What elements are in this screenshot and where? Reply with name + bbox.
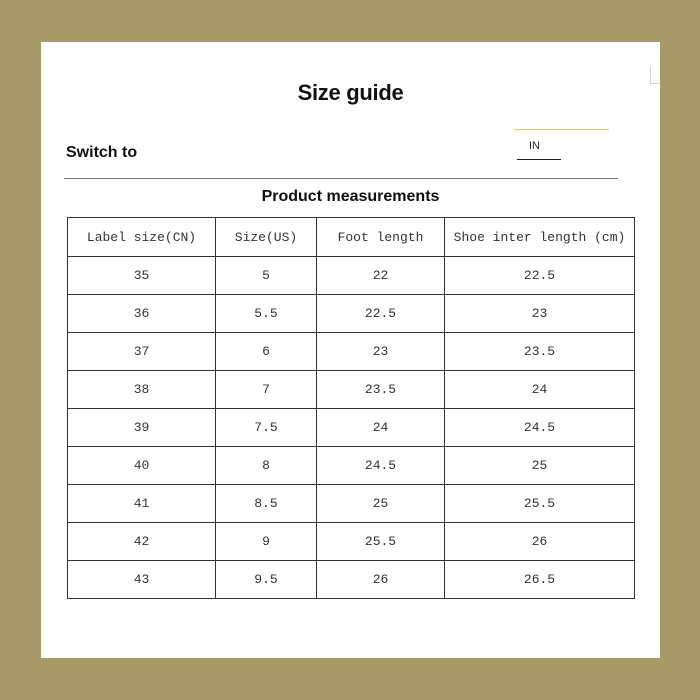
size-guide-panel [41, 42, 660, 658]
cell-shoe-inner-length: 24.5 [445, 409, 635, 447]
cell-label-size-cn: 37 [68, 333, 216, 371]
cell-shoe-inner-length: 25 [445, 447, 635, 485]
cell-size-us: 7 [216, 371, 317, 409]
table-row [68, 257, 635, 295]
cell-size-us: 9 [216, 523, 317, 561]
cell-shoe-inner-length: 22.5 [445, 257, 635, 295]
cell-foot-length: 24.5 [317, 447, 445, 485]
header-label-size-cn: Label size(CN) [68, 218, 216, 257]
header-foot-length: Foot length [317, 218, 445, 257]
cell-shoe-inner-length: 26.5 [445, 561, 635, 599]
table-row [68, 447, 635, 485]
unit-option-in[interactable]: IN [517, 138, 561, 160]
table-row [68, 333, 635, 371]
cell-label-size-cn: 35 [68, 257, 216, 295]
table-row [68, 561, 635, 599]
cell-shoe-inner-length: 23.5 [445, 333, 635, 371]
unit-toggle-accent-line [514, 129, 609, 130]
switch-to-label: Switch to [66, 144, 138, 161]
table-row [68, 485, 635, 523]
cell-label-size-cn: 38 [68, 371, 216, 409]
cell-foot-length: 22.5 [317, 295, 445, 333]
header-size-us: Size(US) [216, 218, 317, 257]
cell-foot-length: 24 [317, 409, 445, 447]
cell-foot-length: 23.5 [317, 371, 445, 409]
cell-shoe-inner-length: 24 [445, 371, 635, 409]
cell-shoe-inner-length: 23 [445, 295, 635, 333]
table-header-row [68, 218, 635, 257]
cell-size-us: 8.5 [216, 485, 317, 523]
header-shoe-inner-length: Shoe inter length (cm) [445, 218, 635, 257]
cell-foot-length: 25 [317, 485, 445, 523]
section-title: Product measurements [261, 188, 440, 205]
table-row [68, 523, 635, 561]
cell-size-us: 8 [216, 447, 317, 485]
cell-shoe-inner-length: 26 [445, 523, 635, 561]
cell-foot-length: 26 [317, 561, 445, 599]
cell-foot-length: 23 [317, 333, 445, 371]
cell-size-us: 5.5 [216, 295, 317, 333]
cell-label-size-cn: 43 [68, 561, 216, 599]
table-row [68, 409, 635, 447]
section-divider [64, 178, 618, 179]
cell-label-size-cn: 40 [68, 447, 216, 485]
cell-foot-length: 25.5 [317, 523, 445, 561]
cell-size-us: 6 [216, 333, 317, 371]
cell-label-size-cn: 39 [68, 409, 216, 447]
page-title: Size guide [297, 80, 404, 105]
size-table [67, 217, 635, 599]
cell-label-size-cn: 36 [68, 295, 216, 333]
cell-size-us: 7.5 [216, 409, 317, 447]
cell-shoe-inner-length: 25.5 [445, 485, 635, 523]
cell-label-size-cn: 42 [68, 523, 216, 561]
cell-label-size-cn: 41 [68, 485, 216, 523]
cell-size-us: 5 [216, 257, 317, 295]
table-row [68, 371, 635, 409]
table-row [68, 295, 635, 333]
cell-size-us: 9.5 [216, 561, 317, 599]
cell-foot-length: 22 [317, 257, 445, 295]
unit-toggle [514, 129, 609, 163]
